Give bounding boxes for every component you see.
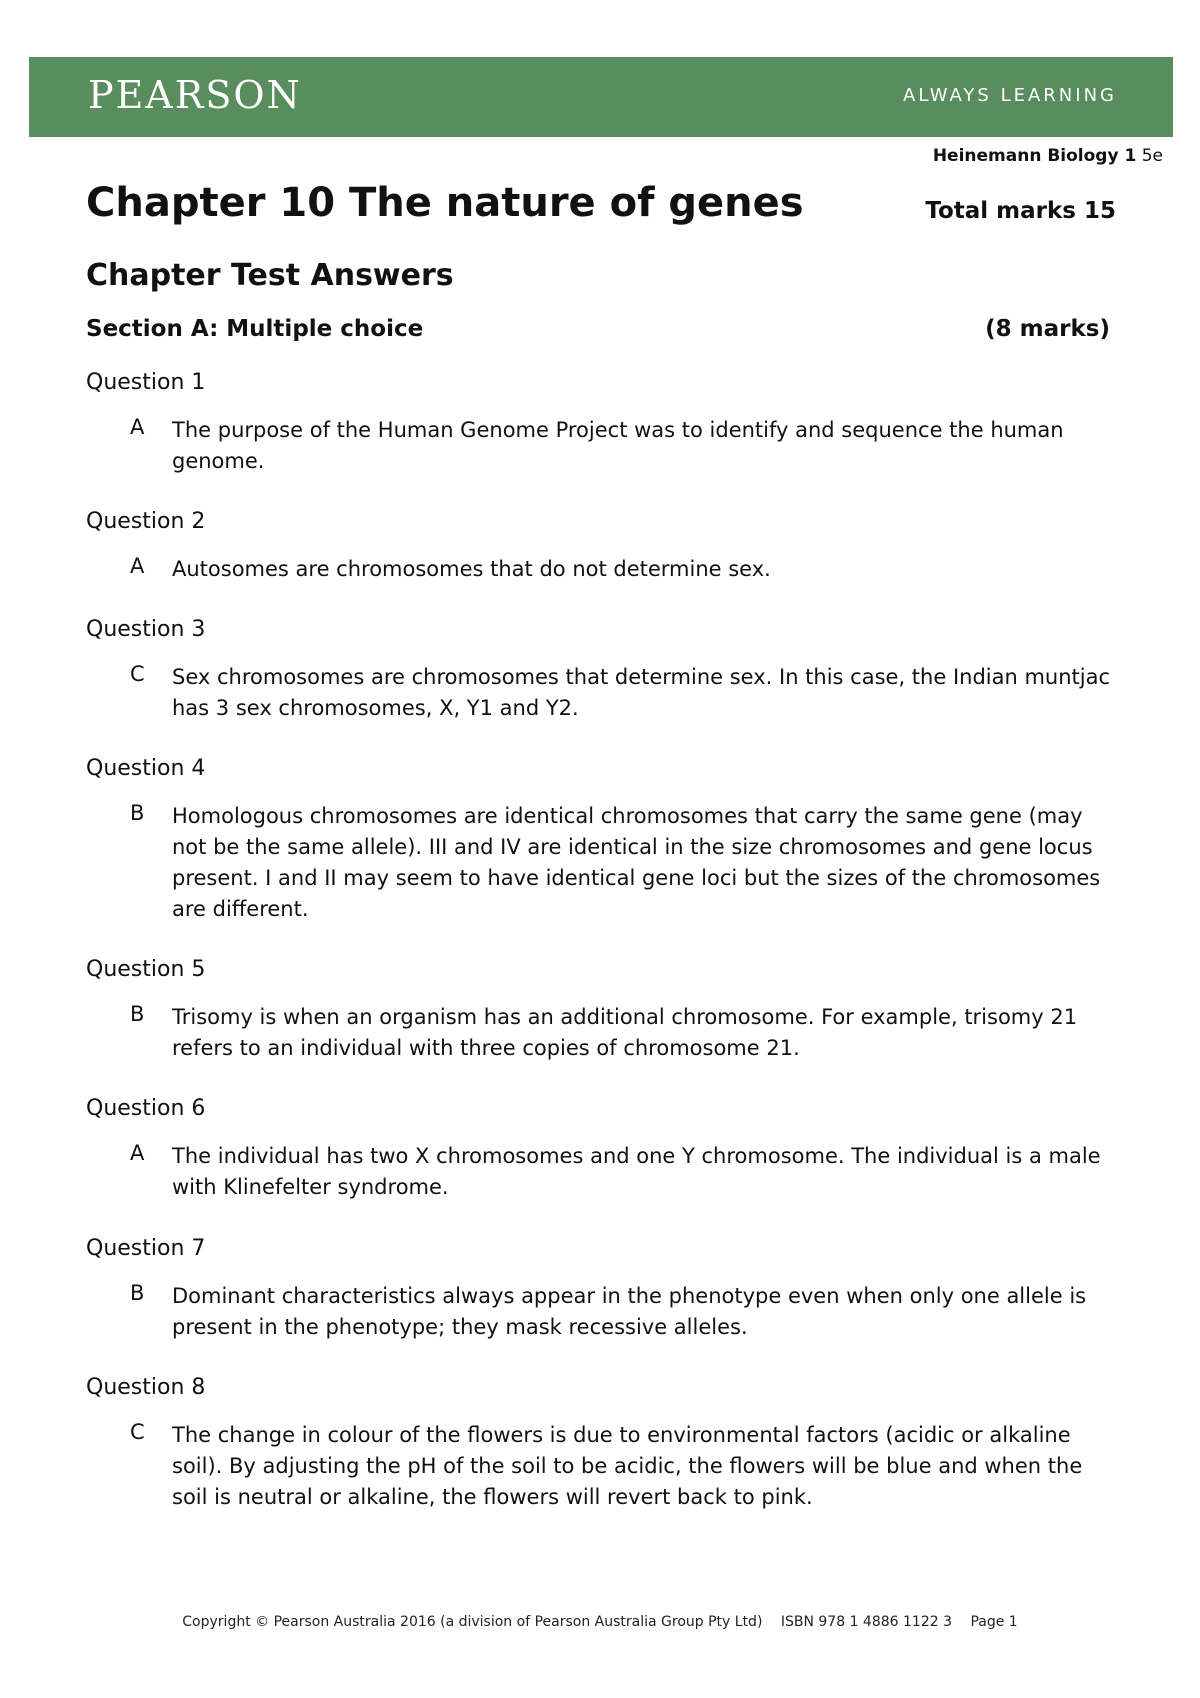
answer-letter: B xyxy=(130,1281,145,1305)
book-reference xyxy=(933,146,1163,166)
section-title: Section A: Multiple choice xyxy=(86,316,424,342)
question-item xyxy=(86,370,1126,473)
question-item xyxy=(86,756,1126,921)
brand-logo: PEARSON xyxy=(88,73,302,117)
answer-text: Homologous chromosomes are identical chromosomes that carry the same gene (may not be the same allele). III and IV are identical in the size chromosomes and gene locus present. I and II may seem to have identical gene loci but the sizes of the chromosomes are different. xyxy=(172,804,1101,921)
page-footer xyxy=(0,1614,1200,1630)
question-title: Question 3 xyxy=(86,617,206,642)
question-title: Question 7 xyxy=(86,1236,206,1261)
answer-text: Sex chromosomes are chromosomes that determine sex. In this case, the Indian muntjac has 3 sex chromosomes, X, Y1 and Y2. xyxy=(172,665,1111,720)
copyright-text: Copyright © Pearson Australia 2016 (a division of Pearson Australia Group Pty Ltd) xyxy=(182,1614,763,1630)
total-marks: Total marks 15 xyxy=(925,198,1116,224)
question-item xyxy=(86,957,1126,1060)
answer-letter: A xyxy=(130,554,145,578)
header-banner xyxy=(29,57,1173,137)
question-item xyxy=(86,617,1126,720)
question-title: Question 8 xyxy=(86,1375,206,1400)
question-title: Question 2 xyxy=(86,509,206,534)
answer-letter: C xyxy=(130,662,145,686)
answer-letter: A xyxy=(130,1141,145,1165)
book-title: Heinemann Biology 1 xyxy=(932,146,1137,166)
brand-tagline: ALWAYS LEARNING xyxy=(903,85,1117,106)
question-item xyxy=(86,1375,1126,1509)
document-subtitle: Chapter Test Answers xyxy=(86,258,454,293)
answer-letter: B xyxy=(130,801,145,825)
answer-text: The purpose of the Human Genome Project was to identify and sequence the human genome. xyxy=(172,418,1064,473)
answer-text: Dominant characteristics always appear in the phenotype even when only one allele is present in the phenotype; they mask recessive alleles. xyxy=(172,1284,1087,1339)
page-number: Page 1 xyxy=(970,1614,1018,1630)
question-title: Question 6 xyxy=(86,1096,206,1121)
section-marks: (8 marks) xyxy=(985,316,1110,342)
section-heading xyxy=(86,316,1110,342)
isbn-text: ISBN 978 1 4886 1122 3 xyxy=(780,1614,952,1630)
answer-letter: B xyxy=(130,1002,145,1026)
question-title: Question 4 xyxy=(86,756,206,781)
answer-text: Trisomy is when an organism has an additional chromosome. For example, trisomy 21 refers to an individual with three copies of chromosome 21. xyxy=(172,1005,1078,1060)
answer-text: The change in colour of the flowers is due to environmental factors (acidic or alkaline soil). By adjusting the pH of the soil to be acidic, the flowers will be blue and when the soil is neutral or alkaline, the flowers will revert back to pink. xyxy=(172,1423,1083,1509)
question-item xyxy=(86,509,1126,581)
answer-text: The individual has two X chromosomes and one Y chromosome. The individual is a male with Klinefelter syndrome. xyxy=(172,1144,1101,1199)
book-edition: 5e xyxy=(1141,146,1163,166)
answer-letter: C xyxy=(130,1420,145,1444)
answer-text: Autosomes are chromosomes that do not determine sex. xyxy=(172,557,771,581)
question-title: Question 1 xyxy=(86,370,206,395)
question-item xyxy=(86,1236,1126,1339)
chapter-title: Chapter 10 The nature of genes xyxy=(86,180,804,226)
question-title: Question 5 xyxy=(86,957,206,982)
question-item xyxy=(86,1096,1126,1199)
answer-letter: A xyxy=(130,415,145,439)
